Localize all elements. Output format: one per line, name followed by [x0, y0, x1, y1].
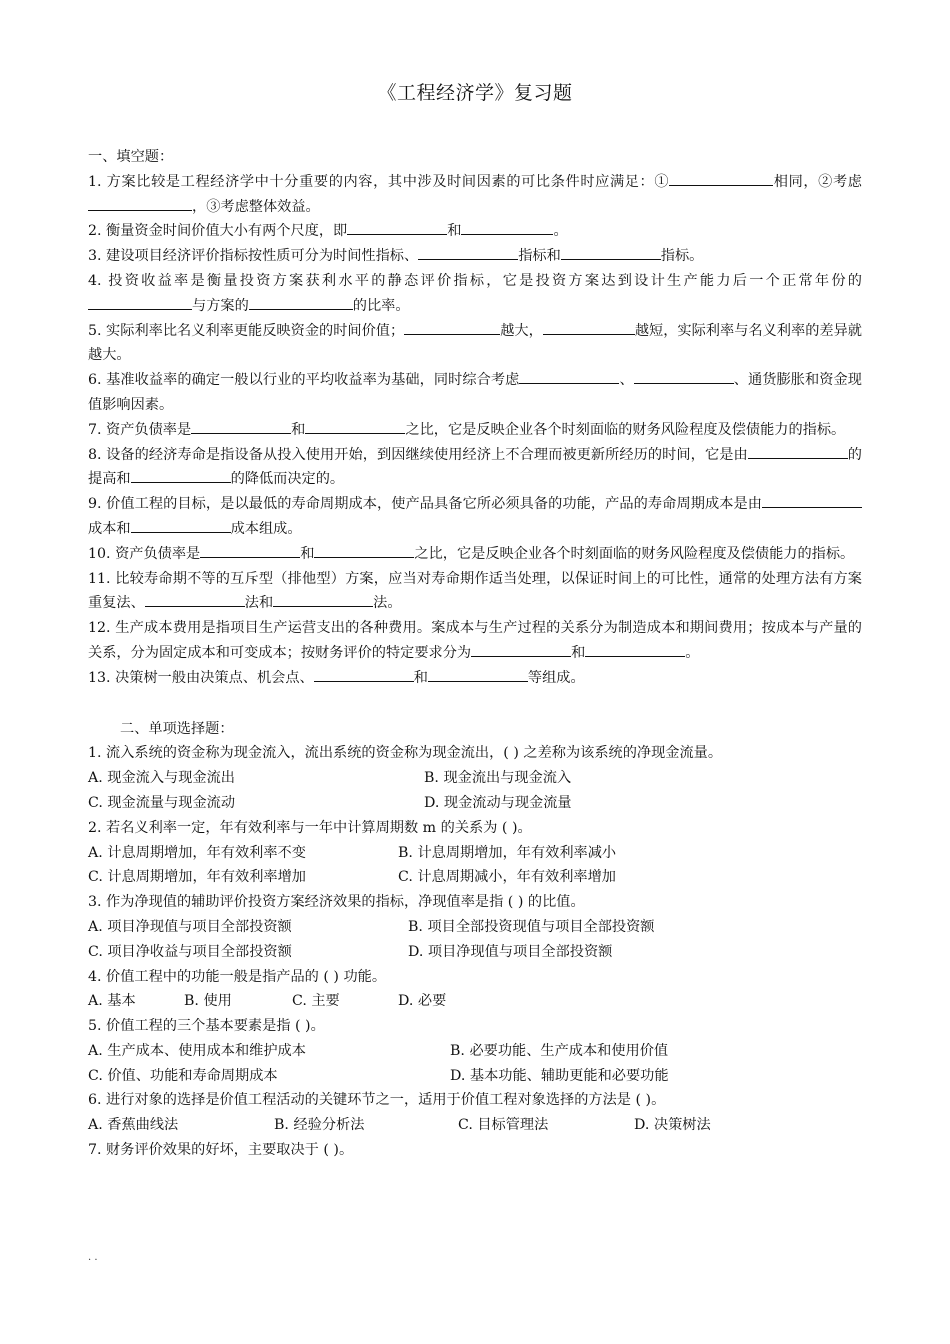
option-row [88, 1039, 862, 1064]
item-text: 之比，它是反映企业各个时刻面临的财务风险程度及偿债能力的指标。 [405, 421, 846, 438]
item-text: 9. 价值工程的目标，是以最低的寿命周期成本，使产品具备它所必须具备的功能，产品的寿命周期成本是由 [88, 496, 762, 513]
fill-blank-section [88, 145, 862, 691]
item-text: 13. 决策树一般由决策点、机会点、 [88, 669, 314, 686]
fill-blank-item [88, 666, 862, 691]
answer-blank[interactable] [418, 244, 518, 260]
page-footer: . . [88, 1252, 98, 1263]
item-text: 11. 比较寿命期不等的互斥型（排他型）方案，应当对寿命期作适当处理，以保证时间上的可比性，通常的处理方法有方案重复法、 [88, 570, 862, 612]
answer-option[interactable]: A. 计息周期增加，年有效利率不变 [88, 844, 306, 861]
option-row [88, 841, 862, 866]
answer-option[interactable]: C. 价值、功能和寿命周期成本 [88, 1067, 278, 1084]
item-text: 5. 实际利率比名义利率更能反映资金的时间价值； [88, 322, 405, 339]
option-row [88, 915, 862, 940]
document-title: 《工程经济学》复习题 [377, 82, 573, 104]
question-stem: 5. 价值工程的三个基本要素是指 ( )。 [88, 1018, 325, 1035]
answer-option[interactable]: C. 计息周期增加，年有效利率增加 [88, 869, 306, 886]
item-text: 8. 设备的经济寿命是指设备从投入使用开始，到因继续使用经济上不合理而被更新所经历的时间，它是由 [88, 446, 748, 463]
fill-blank-item [88, 319, 862, 369]
item-text: 的比率。 [352, 297, 410, 314]
answer-blank[interactable] [131, 467, 231, 483]
answer-blank[interactable] [585, 641, 685, 657]
fill-blank-item [88, 418, 862, 443]
item-text: 7. 资产负债率是 [88, 421, 192, 438]
answer-blank[interactable] [347, 219, 447, 235]
answer-blank[interactable] [305, 418, 405, 434]
answer-blank[interactable] [88, 195, 192, 211]
answer-option[interactable]: A. 香蕉曲线法 [88, 1117, 179, 1134]
item-text: 。 [685, 644, 700, 661]
answer-option[interactable]: C. 现金流量与现金流动 [88, 794, 236, 811]
item-text: 法和 [244, 595, 274, 612]
answer-option[interactable]: B. 经验分析法 [274, 1117, 365, 1134]
answer-blank[interactable] [634, 368, 734, 384]
question-stem: 6. 进行对象的选择是价值工程活动的关键环节之一，适用于价值工程对象选择的方法是 ( )。 [88, 1092, 666, 1109]
item-text: 和 [447, 223, 462, 240]
option-row [88, 791, 862, 816]
item-text: 6. 基准收益率的确定一般以行业的平均收益率为基础，同时综合考虑 [88, 372, 520, 389]
choice-list [88, 741, 862, 1163]
item-text: 的降低而决定的。 [230, 471, 345, 488]
answer-option[interactable]: B. 项目全部投资现值与项目全部投资额 [408, 918, 655, 935]
answer-option[interactable]: B. 计息周期增加，年有效利率减小 [398, 844, 617, 861]
answer-blank[interactable] [249, 294, 353, 310]
answer-option[interactable]: A. 生产成本、使用成本和维护成本 [88, 1042, 306, 1059]
answer-blank[interactable] [314, 542, 414, 558]
answer-blank[interactable] [519, 368, 619, 384]
fill-blank-item [88, 269, 862, 319]
answer-option[interactable]: C. 主要 [292, 993, 340, 1010]
item-text: 3. 建设项目经济评价指标按性质可分为时间性指标、 [88, 248, 419, 265]
item-text: 成本和 [88, 520, 131, 537]
fill-blank-item [88, 567, 862, 617]
answer-blank[interactable] [273, 591, 373, 607]
section-heading: 一、填空题： [88, 149, 174, 165]
answer-blank[interactable] [561, 244, 661, 260]
answer-option[interactable]: C. 项目净收益与项目全部投资额 [88, 943, 292, 960]
item-text: 与方案的 [192, 297, 249, 314]
answer-option[interactable]: B. 现金流出与现金流入 [424, 770, 572, 787]
answer-option[interactable]: D. 决策树法 [634, 1117, 711, 1134]
item-text: 越短，实际利率与名义利率的差异就越大。 [88, 322, 862, 364]
option-row [88, 1064, 862, 1089]
answer-option[interactable]: C. 计息周期减小，年有效利率增加 [398, 869, 616, 886]
answer-blank[interactable] [314, 666, 414, 682]
item-text: 10. 资产负债率是 [88, 545, 201, 562]
item-text: 成本组成。 [230, 520, 302, 537]
answer-blank[interactable] [748, 443, 848, 459]
answer-blank[interactable] [669, 170, 773, 186]
item-text: 、通货膨胀和资金现值影响因素。 [88, 372, 862, 413]
item-text: 指标和 [518, 248, 561, 265]
item-text: 和 [300, 545, 315, 562]
question-stem: 3. 作为净现值的辅助评价投资方案经济效果的指标，净现值率是指 ( ) 的比值。 [88, 894, 585, 911]
item-text: 和 [291, 421, 306, 438]
fill-blank-item [88, 443, 862, 493]
answer-blank[interactable] [200, 542, 300, 558]
answer-blank[interactable] [471, 641, 571, 657]
answer-option[interactable]: B. 使用 [184, 993, 232, 1010]
answer-blank[interactable] [145, 591, 245, 607]
item-text: 法。 [373, 595, 402, 612]
fill-blank-item [88, 368, 862, 418]
answer-blank[interactable] [762, 492, 862, 508]
answer-option[interactable]: B. 必要功能、生产成本和使用价值 [450, 1042, 669, 1059]
question-stem: 2. 若名义利率一定，年有效利率与一年中计算周期数 m 的关系为 ( )。 [88, 819, 532, 836]
item-text: 等组成。 [527, 669, 585, 686]
answer-option[interactable]: D. 现金流动与现金流量 [424, 794, 572, 811]
item-text: 。 [553, 223, 568, 240]
option-row [88, 1113, 862, 1138]
fill-blank-item [88, 542, 862, 567]
item-text: 和 [413, 669, 428, 686]
answer-option[interactable]: D. 必要 [398, 993, 447, 1010]
item-text: 、 [619, 372, 634, 389]
answer-blank[interactable] [543, 319, 635, 335]
option-row [88, 766, 862, 791]
answer-option[interactable]: A. 基本 [88, 993, 136, 1010]
fill-blank-item [88, 244, 862, 269]
answer-option[interactable]: A. 项目净现值与项目全部投资额 [88, 918, 292, 935]
option-row [88, 865, 862, 890]
item-text: 越大， [500, 322, 543, 339]
item-text: 之比，它是反映企业各个时刻面临的财务风险程度及偿债能力的指标。 [414, 545, 855, 562]
answer-blank[interactable] [191, 418, 291, 434]
item-text: 1. 方案比较是工程经济学中十分重要的内容，其中涉及时间因素的可比条件时应满足：① [88, 173, 670, 190]
fill-blank-item [88, 219, 862, 244]
item-text: 指标。 [660, 248, 704, 265]
option-row [88, 940, 862, 965]
item-text: 4. 投资收益率是衡量投资方案获利水平的静态评价指标，它是投资方案达到设计生产能力后一个正常年份的 [88, 272, 862, 289]
item-text: 12. 生产成本费用是指项目生产运营支出的各种费用。案成本与生产过程的关系分为制造成本和期间费用；按成本与产量的关系，分为固定成本和可变成本；按财务评价的特定要求分为 [88, 620, 862, 661]
answer-blank[interactable] [131, 517, 231, 533]
item-text: 2. 衡量资金时间价值大小有两个尺度，即 [88, 223, 348, 240]
fill-blank-list [88, 170, 862, 691]
fill-blank-item [88, 170, 862, 220]
document-body [88, 145, 862, 1163]
item-text: ，③考虑整体效益。 [192, 198, 320, 215]
answer-blank[interactable] [428, 666, 528, 682]
answer-option[interactable]: C. 目标管理法 [458, 1117, 549, 1134]
question-stem: 4. 价值工程中的功能一般是指产品的 ( ) 功能。 [88, 968, 387, 985]
item-text: 的提高和 [88, 446, 862, 488]
answer-blank[interactable] [88, 294, 192, 310]
fill-blank-item [88, 492, 862, 542]
item-text: 和 [571, 644, 586, 661]
answer-blank[interactable] [461, 219, 553, 235]
choice-section-heading [88, 717, 862, 742]
answer-option[interactable]: D. 基本功能、辅助更能和必要功能 [450, 1067, 669, 1084]
question-stem: 1. 流入系统的资金称为现金流入，流出系统的资金称为现金流出，( ) 之差称为该系统的净现金流量。 [88, 745, 723, 762]
answer-option[interactable]: A. 现金流入与现金流出 [88, 770, 235, 787]
fill-blank-item [88, 616, 862, 666]
question-stem: 7. 财务评价效果的好坏，主要取决于 ( )。 [88, 1142, 354, 1159]
item-text: 相同，②考虑 [773, 173, 862, 190]
answer-option[interactable]: D. 项目净现值与项目全部投资额 [408, 943, 613, 960]
answer-blank[interactable] [404, 319, 500, 335]
option-row [88, 989, 862, 1014]
section-heading: 二、单项选择题： [120, 720, 234, 737]
